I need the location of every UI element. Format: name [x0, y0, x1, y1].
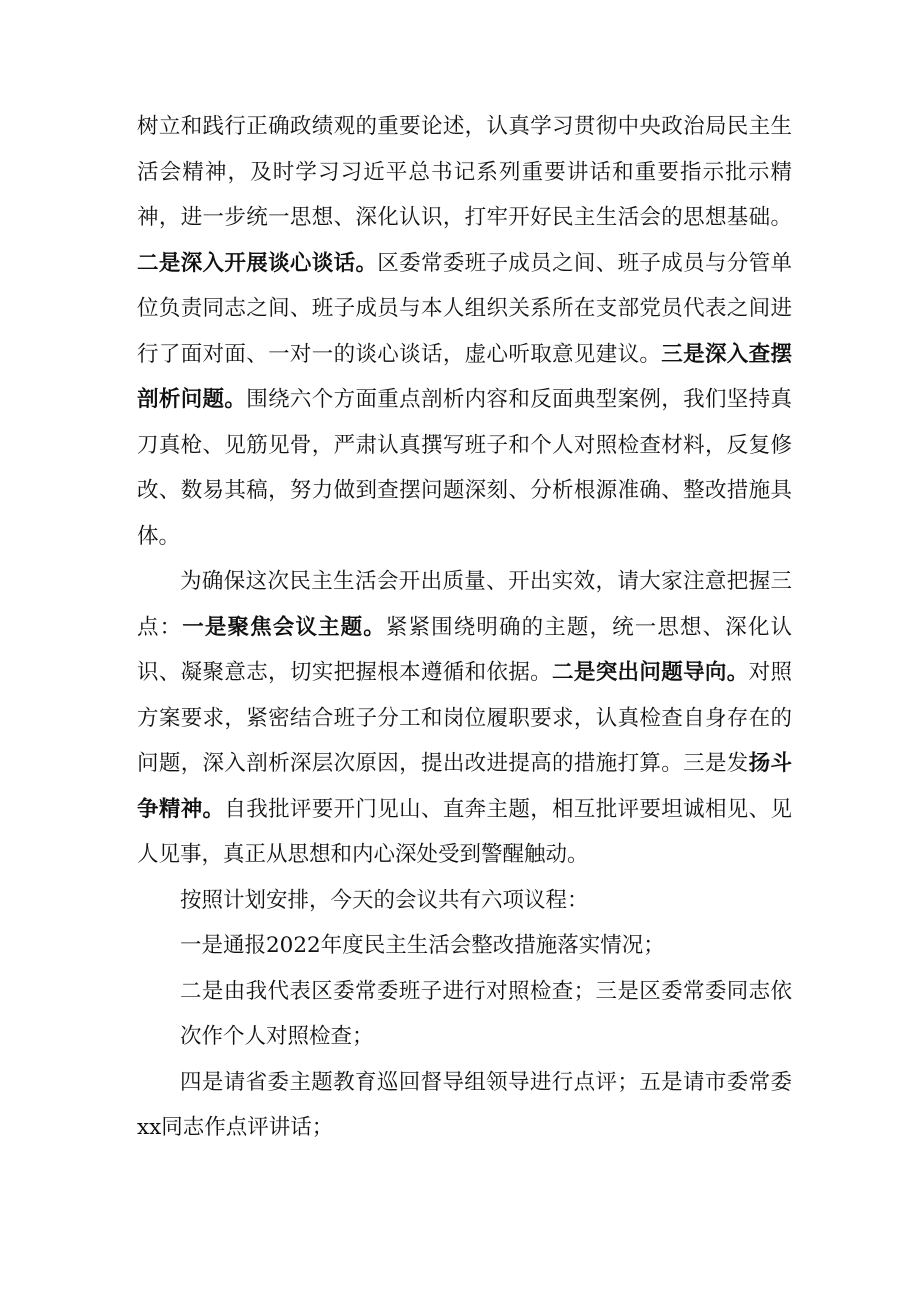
paragraph-text: 自我批评要开门见山、直奔主题，相互批评要坦诚相见、见人见事，真正从思想和内心深处受到警醒触动。 [137, 796, 792, 867]
document-body [137, 104, 792, 1151]
bold-heading: 二是突出问题导向。 [552, 660, 749, 685]
paragraph-3: 按照计划安排，今天的会议共有六项议程： [180, 887, 589, 913]
agenda-item-2-3: 二是由我代表区委常委班子进行对照检查；三是区委常委同志依次作个人对照检查； [180, 978, 792, 1049]
bold-heading: 三是深入查摆剖析问题。 [137, 341, 792, 412]
bold-heading: 扬斗争精神。 [137, 751, 792, 822]
agenda-item-4-5: 四是请省委主题教育巡回督导组领导进行点评；五是请市委常委xx同志作点评讲话； [137, 1069, 792, 1140]
paragraph-1 [137, 104, 792, 559]
paragraph-text: 为确保这次民主生活会开出质量、开出实效，请大家注意把握三点： [137, 569, 792, 640]
paragraph-text: 区委常委班子成员之间、班子成员与分管单位负责同志之间、班子成员与本人组织关系所在支部党员代表之间进行了面对面、一对一的谈心谈话，虚心听取意见建议。 [137, 250, 792, 367]
paragraph-2 [137, 559, 792, 878]
bold-heading: 二是深入开展谈心谈话。 [137, 250, 378, 276]
agenda-item-1: 一是通报2022年度民主生活会整改措施落实情况； [180, 933, 665, 958]
paragraph-text: 对照方案要求，紧密结合班子分工和岗位履职要求，认真检查自身存在的问题，深入剖析深层次原因，提出改进提高的措施打算。三是发 [137, 660, 792, 776]
bold-heading: 一是聚焦会议主题。 [182, 614, 386, 640]
paragraph-text: 树立和践行正确政绩观的重要论述，认真学习贯彻中央政治局民主生活会精神，及时学习习近平总书记系列重要讲话和重要指示批示精神，进一步统一思想、深化认识，打牢开好民主生活会的思想基础。 [137, 114, 792, 230]
paragraph-text: 紧紧围绕明确的主题，统一思想、深化认识、凝聚意志，切实把握根本遵循和依据。 [137, 614, 792, 685]
paragraph-text: 围绕六个方面重点剖析内容和反面典型案例，我们坚持真刀真枪、见筋见骨，严肃认真撰写班子和个人对照检查材料，反复修改、数易其稿，努力做到查摆问题深刻、分析根源准确、整改措施具体。 [137, 387, 792, 549]
